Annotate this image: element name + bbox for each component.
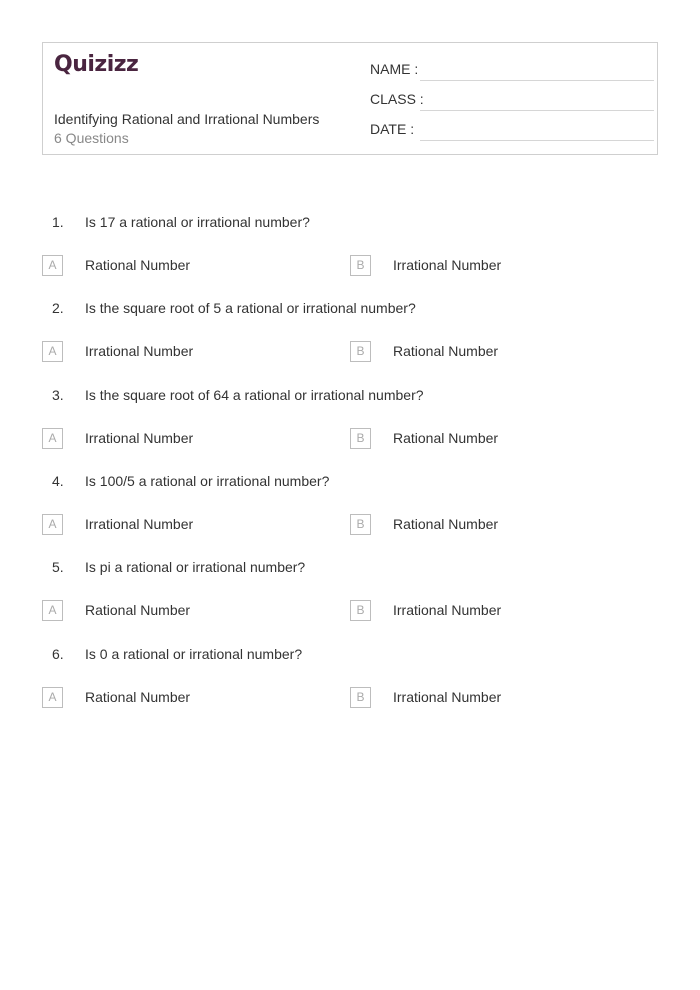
option-b-box[interactable]: B (350, 600, 371, 621)
option-a-box[interactable]: A (42, 687, 63, 708)
date-line[interactable] (420, 140, 654, 141)
option-b-text: Irrational Number (393, 689, 502, 705)
question-text: Is 100/5 a rational or irrational number? (85, 473, 330, 489)
question-5-options (0, 600, 700, 622)
question-text: Is the square root of 5 a rational or irrational number? (85, 300, 416, 316)
name-label: NAME : (370, 61, 419, 77)
option-a-box[interactable]: A (42, 341, 63, 362)
question-3 (0, 387, 700, 407)
question-text: Is pi a rational or irrational number? (85, 559, 306, 575)
question-text: Is the square root of 64 a rational or irrational number? (85, 387, 424, 403)
option-a-text: Rational Number (85, 602, 191, 618)
option-a-text: Irrational Number (85, 430, 194, 446)
option-a-box[interactable]: A (42, 600, 63, 621)
question-2 (0, 300, 700, 320)
option-a-text: Irrational Number (85, 343, 194, 359)
class-field (370, 89, 650, 111)
question-text: Is 17 a rational or irrational number? (85, 214, 310, 230)
name-line[interactable] (420, 80, 654, 81)
option-b-box[interactable]: B (350, 514, 371, 535)
question-number: 3. (52, 387, 64, 403)
option-a-text: Rational Number (85, 689, 191, 705)
question-number: 4. (52, 473, 64, 489)
option-a-box[interactable]: A (42, 428, 63, 449)
option-b-text: Rational Number (393, 430, 499, 446)
date-label: DATE : (370, 121, 415, 137)
option-b-text: Rational Number (393, 343, 499, 359)
question-3-options (0, 428, 700, 450)
option-a-text: Irrational Number (85, 516, 194, 532)
question-4-options (0, 514, 700, 536)
worksheet-title: Identifying Rational and Irrational Numbers (54, 111, 320, 127)
option-a-box[interactable]: A (42, 255, 63, 276)
question-number: 5. (52, 559, 64, 575)
question-1-options (0, 255, 700, 277)
question-5 (0, 559, 700, 579)
date-field (370, 119, 650, 141)
option-b-text: Irrational Number (393, 602, 502, 618)
option-b-box[interactable]: B (350, 428, 371, 449)
class-label: CLASS : (370, 91, 424, 107)
logo-text: Quizizz (54, 52, 139, 77)
option-a-text: Rational Number (85, 257, 191, 273)
question-number: 2. (52, 300, 64, 316)
option-b-text: Rational Number (393, 516, 499, 532)
option-b-box[interactable]: B (350, 255, 371, 276)
question-6 (0, 646, 700, 666)
question-1 (0, 214, 700, 234)
question-number: 1. (52, 214, 64, 230)
question-6-options (0, 687, 700, 709)
class-line[interactable] (420, 110, 654, 111)
question-text: Is 0 a rational or irrational number? (85, 646, 303, 662)
option-b-text: Irrational Number (393, 257, 502, 273)
option-b-box[interactable]: B (350, 687, 371, 708)
name-field (370, 59, 650, 81)
question-4 (0, 473, 700, 493)
question-2-options (0, 341, 700, 363)
quizizz-logo (54, 52, 138, 80)
worksheet-header (42, 42, 658, 155)
option-b-box[interactable]: B (350, 341, 371, 362)
question-count: 6 Questions (54, 130, 129, 146)
question-number: 6. (52, 646, 64, 662)
option-a-box[interactable]: A (42, 514, 63, 535)
